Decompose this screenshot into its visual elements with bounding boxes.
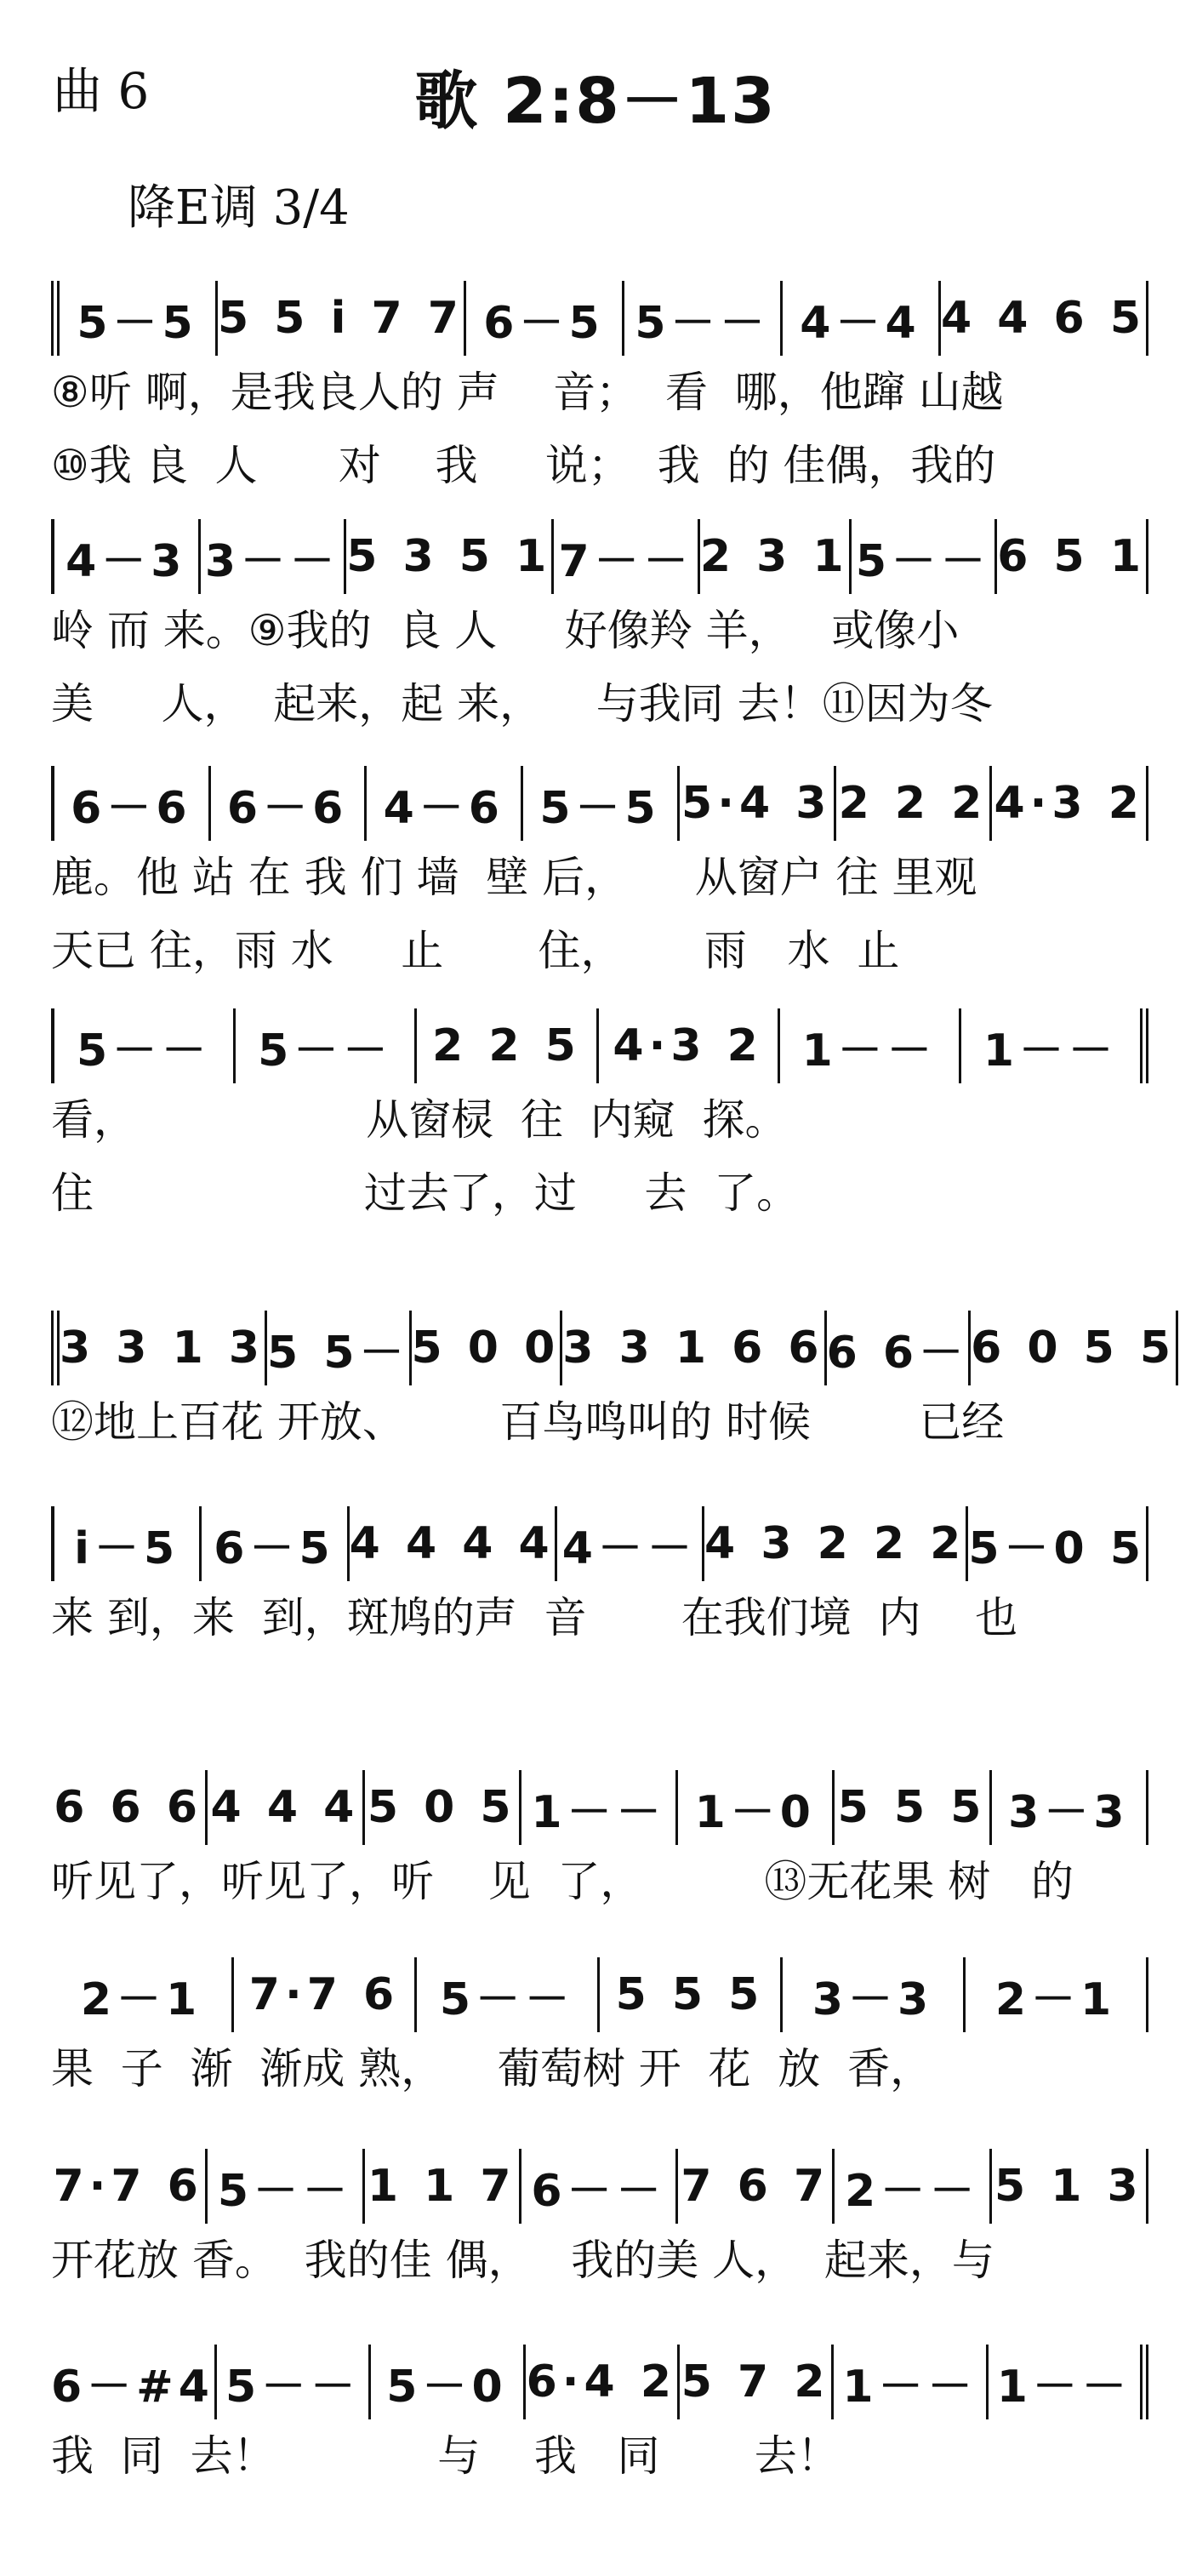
measure: 5 1 3 [992, 2149, 1148, 2224]
measure: 4－6 [367, 766, 523, 841]
notes-row [51, 1770, 1148, 1845]
score-system [51, 281, 1148, 502]
measure: 3－3 [783, 1957, 966, 2032]
measure: 5－0 5 [968, 1506, 1148, 1581]
measure: 2 2 5 [417, 1008, 598, 1083]
notes-row [51, 1311, 1177, 1385]
measure: 3 3 1 6 6 [562, 1311, 826, 1385]
measure: 1－－ [961, 1008, 1148, 1083]
notes-row [51, 281, 1148, 356]
lyric-line: ⑧听 啊，是我良人的 声 音； 看 哪，他蹿 山越 [51, 368, 1004, 417]
measure: 1－－ [780, 1008, 961, 1083]
measure: 6 6 6 [51, 1770, 208, 1845]
measure: 5－－ [236, 1008, 417, 1083]
measure: 5·4 3 [680, 766, 836, 841]
measure: 5－－ [417, 1957, 600, 2032]
measure: 4－4 [783, 281, 941, 356]
measure: 4·3 2 [992, 766, 1148, 841]
score-system [51, 2345, 1148, 2493]
measure: 4 4 6 5 [941, 281, 1148, 356]
measure: 3 3 1 3 [60, 1311, 267, 1385]
notes-row [51, 1506, 1148, 1581]
measure: 5－－ [624, 281, 783, 356]
measure: 4 4 4 [208, 1770, 364, 1845]
lyric-line: 天已 往，雨 水 止 住， 雨 水 止 [51, 926, 900, 975]
song-number: 曲 6 [53, 62, 150, 120]
measure: 5－5 [523, 766, 680, 841]
measure: 5 5－ [267, 1311, 411, 1385]
measure: 7·7 6 [234, 1957, 417, 2032]
measure: 5－5 [60, 281, 218, 356]
lyric-line: ⑩我 良 人 对 我 说； 我 的 佳偶，我的 [51, 441, 996, 490]
lyric-line: ⑫地上百花 开放、 百鸟鸣叫的 时候 已经 [51, 1397, 1005, 1447]
measure: 6－6 [54, 766, 211, 841]
measure: 7·7 6 [51, 2149, 208, 2224]
measure: 5－0 [371, 2345, 525, 2419]
notes-row [51, 2149, 1148, 2224]
measure: 4 4 4 4 [350, 1506, 557, 1581]
measure: 2 3 1 [700, 519, 852, 594]
measure: 7 6 7 [678, 2149, 835, 2224]
measure: 6 6－ [827, 1311, 971, 1385]
notes-row [51, 1008, 1148, 1083]
measure: 1 1 7 [365, 2149, 521, 2224]
key-signature: 降E调 3/4 [128, 180, 350, 236]
measure: 1－0 [678, 1770, 835, 1845]
song-title: 歌 2:8－13 [414, 65, 777, 138]
measure: 3－－ [201, 519, 347, 594]
score-system [51, 766, 1148, 987]
measure: i－5 [54, 1506, 202, 1581]
measure: 5 5 5 [600, 1957, 783, 2032]
score-system [51, 1506, 1148, 1654]
lyric-line: 看， 从窗棂 往 内窥 探。 [51, 1095, 788, 1145]
measure: 2－1 [51, 1957, 234, 2032]
score-system [51, 1770, 1148, 1918]
score-system [51, 1311, 1177, 1459]
measure: 1－－ [989, 2345, 1148, 2419]
measure: 5 0 5 [365, 1770, 521, 1845]
notes-row [51, 1957, 1148, 2032]
lyric-line: 鹿。他 站 在 我 们 墙 壁 后， 从窗户 往 里观 [51, 853, 977, 902]
measure: 6－5 [466, 281, 624, 356]
lyric-line: 来 到，来 到，斑鸠的声 音 在我们境 内 也 [51, 1593, 1018, 1642]
score-system [51, 1957, 1148, 2105]
measure: 6 0 5 5 [971, 1311, 1178, 1385]
notes-row [51, 519, 1148, 594]
measure: 5 0 0 [412, 1311, 563, 1385]
measure: 1－－ [834, 2345, 988, 2419]
measure: 7－－ [554, 519, 700, 594]
measure: 4－－ [557, 1506, 704, 1581]
measure: 6－6 [211, 766, 368, 841]
measure: 4－3 [54, 519, 201, 594]
measure: 3－3 [992, 1770, 1148, 1845]
measure: 6 5 1 [997, 519, 1148, 594]
measure: 1－－ [521, 1770, 678, 1845]
measure: 2－1 [966, 1957, 1148, 2032]
measure: 4·3 2 [599, 1008, 780, 1083]
measure: 6－－ [521, 2149, 678, 2224]
score-system [51, 2149, 1148, 2297]
measure: 5 3 5 1 [346, 519, 554, 594]
measure: 4 3 2 2 2 [704, 1506, 968, 1581]
measure: 5－－ [54, 1008, 236, 1083]
measure: 5－－ [852, 519, 998, 594]
notes-row [51, 2345, 1148, 2419]
measure: 5 7 2 [680, 2345, 834, 2419]
lyric-line: 果 子 渐 渐成 熟， 葡萄树 开 花 放 香， [51, 2044, 933, 2093]
measure: 5－－ [208, 2149, 364, 2224]
score-system [51, 519, 1148, 740]
measure: 6－#4 [51, 2345, 217, 2419]
measure: 5 5 i 7 7 [218, 281, 466, 356]
notes-row [51, 766, 1148, 841]
measure: 2 2 2 [836, 766, 993, 841]
measure: 5 5 5 [835, 1770, 991, 1845]
lyric-line: 我 同 去！ 与 我 同 去！ [51, 2431, 840, 2481]
lyric-line: 岭 而 来。⑨我的 良 人 好像羚 羊， 或像小 [51, 606, 960, 655]
lyric-line: 开花放 香。 我的佳 偶， 我的美 人， 起来，与 [51, 2236, 994, 2285]
measure: 5－－ [217, 2345, 371, 2419]
score-system [51, 1008, 1148, 1230]
lyric-line: 美 人， 起来，起 来， 与我同 去！⑪因为冬 [51, 679, 993, 728]
lyric-line: 听见了，听见了，听 见 了， ⑬无花果 树 的 [51, 1857, 1074, 1906]
measure: 6－5 [202, 1506, 349, 1581]
measure: 2－－ [835, 2149, 991, 2224]
lyric-line: 住 过去了，过 去 了。 [51, 1168, 800, 1218]
measure: 6·4 2 [526, 2345, 680, 2419]
